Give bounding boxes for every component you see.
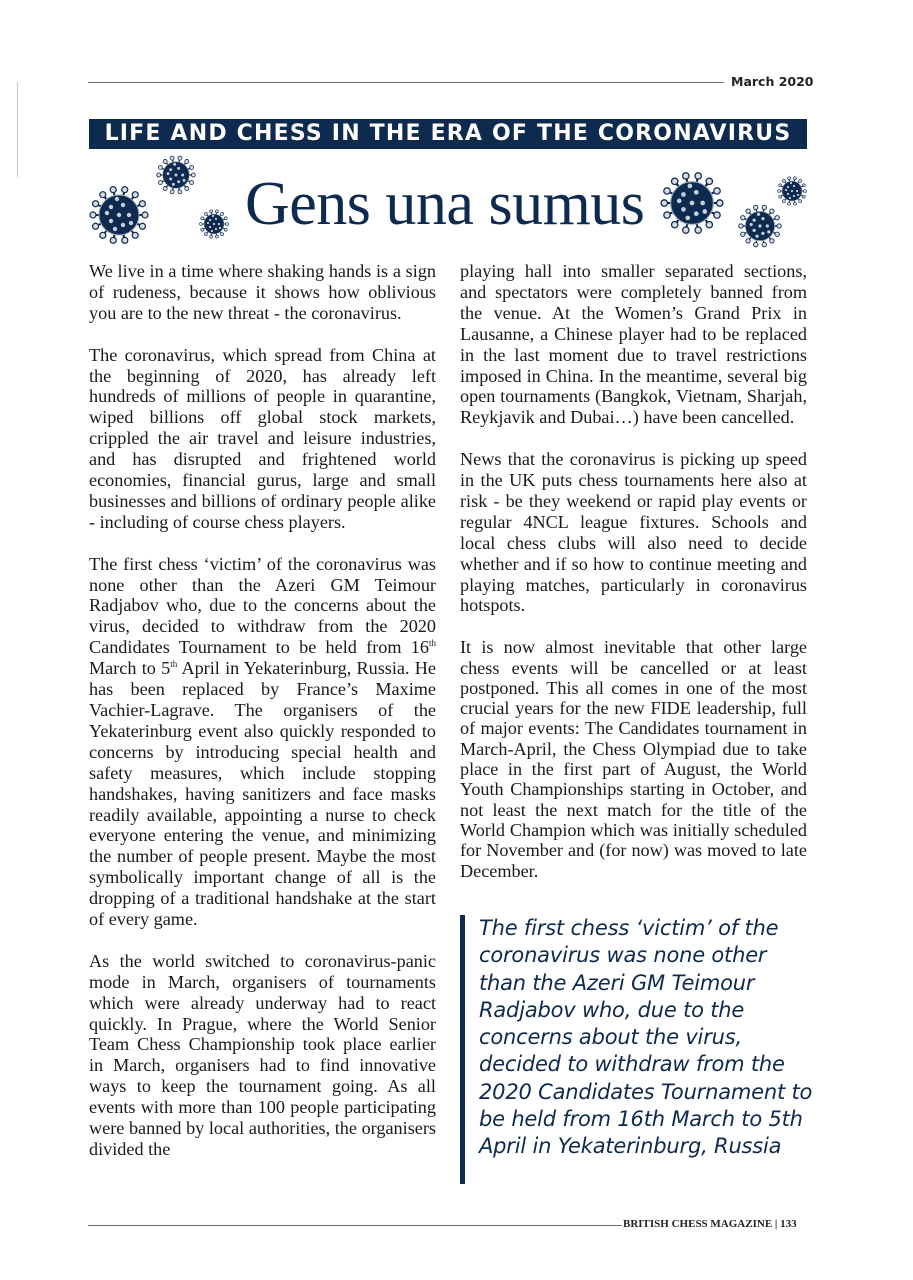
article-paragraph: News that the coronavirus is picking up speed in the UK puts chess tournaments here also at risk - be they weekend or rapid play events or regular 4NCL league fixtures. Schools and local chess clubs will also need to decide whether and if so how to continue meeting and playing matches, particularly in coronavirus hotspots. (460, 449, 807, 616)
headline: Gens una sumus (245, 170, 645, 238)
pull-quote-text: The first chess ‘victim’ of the coronavirus was none other than the Azeri GM Teimour Radjabov who, due to the concerns about the virus, decided to withdraw from the 2020 Candidates Tournament to be held from 16th March to 5th April in Yekaterinburg, Russia (479, 916, 813, 1159)
header-rule (88, 82, 724, 83)
article-paragraph: playing hall into smaller separated sections, and spectators were completely banned from the venue. At the Women’s Grand Prix in Lausanne, a Chinese player had to be replaced in the last moment due to travel restrictions imposed in China. In the meantime, several big open tournaments (Bangkok, Vietnam, Sharjah, Reykjavik and Dubai…) have been cancelled. (460, 261, 807, 428)
paragraph-text: The first chess ‘victim’ of the coronavirus was none other than the Azeri GM Teimour Radjabov who, due to the concerns about the virus, decided to withdraw from the 2020 Candidates Tournament to be held from 16 (89, 553, 436, 658)
paragraph-text: April in Yekaterinburg, Russia. He has been replaced by France’s Maxime Vachier-Lagrave. The organisers of the Yekaterinburg event also quickly responded to concerns by introducing special health and safety measures, which include stopping handshakes, having sanitizers and face masks readily available, appointing a nurse to check everyone entering the venue, and minimizing the number of people present. Maybe the most symbolically important change of all is the dropping of a traditional handshake at the start of every game. (89, 658, 436, 930)
virus-icon (660, 171, 724, 235)
issue-date: March 2020 (731, 74, 814, 89)
footer-rule (88, 1225, 622, 1226)
virus-icon (777, 176, 807, 206)
article-paragraph: We live in a time where shaking hands is a sign of rudeness, because it shows how oblivious you are to the new threat - the coronavirus. (89, 261, 436, 323)
virus-icon (156, 155, 196, 195)
pull-quote (460, 915, 812, 1184)
article-paragraph: As the world switched to coronavirus-panic mode in March, organisers of tournaments which were already underway had to react quickly. In Prague, where the World Senior Team Chess Championship took place earlier in March, organisers had to find innovative ways to keep the tournament going. As all events with more than 100 people participating were banned by local authorities, the organisers divided the (89, 950, 436, 1160)
article-column-left (89, 261, 436, 1181)
footer-text: BRITISH CHESS MAGAZINE | 133 (623, 1218, 797, 1230)
article-paragraph: The coronavirus, which spread from China at the beginning of 2020, has already left hundreds of millions of people in quarantine, wiped billions off global stock markets, crippled the air travel and leisure industries, and has disrupted and frightened world economies, financial gurus, large and small businesses and billions of ordinary people alike - including of course chess players. (89, 344, 436, 532)
article-paragraph: It is now almost inevitable that other large chess events will be cancelled or at least postponed. This all comes in one of the most crucial years for the new FIDE leadership, full of major events: The Candidates tournament in March-April, the Chess Olympiad due to take place in the first part of August, the World Youth Championships starting in October, and not least the next match for the title of the World Champion which was initially scheduled for November and (for now) was moved to late December. (460, 637, 807, 881)
margin-mark (17, 82, 18, 177)
virus-icon (89, 185, 149, 245)
article-paragraph (89, 554, 436, 930)
section-banner: LIFE AND CHESS IN THE ERA OF THE CORONAVIRUS (89, 119, 807, 149)
ordinal-suffix: th (170, 659, 178, 670)
virus-icon (738, 204, 782, 248)
article-column-right (460, 261, 807, 902)
virus-icon (199, 209, 229, 239)
ordinal-suffix: th (428, 638, 436, 649)
paragraph-text: March to 5 (89, 658, 171, 679)
